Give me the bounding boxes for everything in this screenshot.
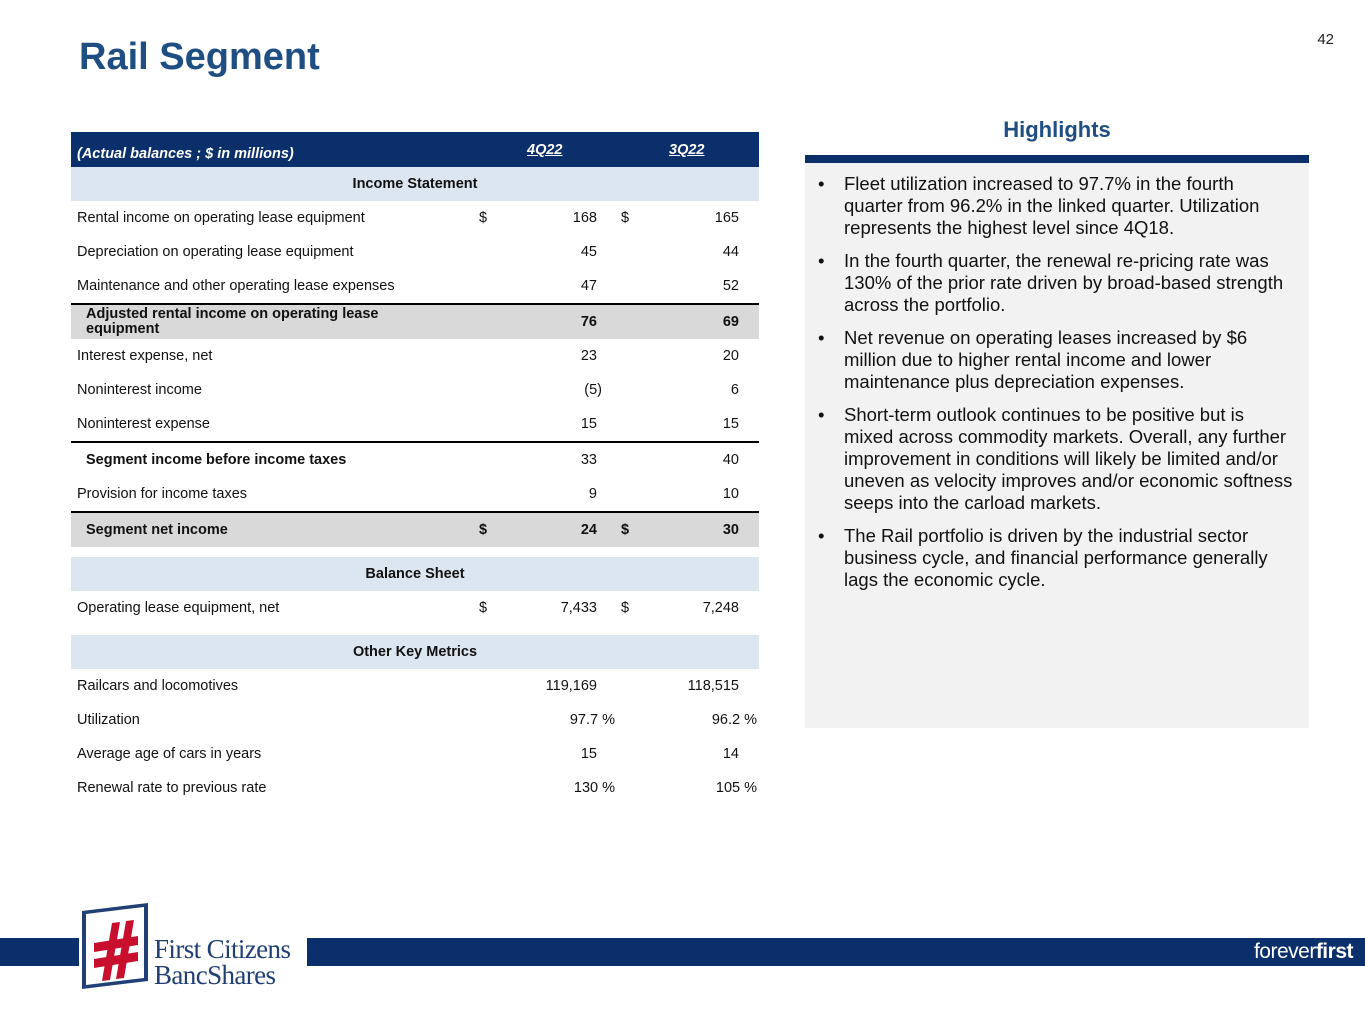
value-3q22: 44	[722, 244, 739, 260]
highlights-panel	[805, 163, 1309, 728]
row-label: Segment net income	[86, 522, 228, 538]
highlights-list	[805, 163, 1309, 591]
value-4q22: 33	[580, 452, 597, 468]
row-label: Average age of cars in years	[77, 746, 262, 762]
value-4q22: 24	[580, 522, 597, 538]
value-3q22: 10	[722, 486, 739, 502]
highlights-title: Highlights	[1003, 117, 1111, 142]
row-label: Railcars and locomotives	[77, 678, 239, 694]
rail-segment-table	[71, 132, 759, 805]
value-3q22: 7,248	[702, 600, 739, 616]
table-row	[71, 339, 759, 373]
section-title: Income Statement	[352, 176, 478, 192]
company-name-line2: BancShares	[154, 960, 276, 990]
table-row	[71, 703, 759, 737]
page-title: Rail Segment	[79, 36, 320, 78]
table-header	[71, 132, 759, 167]
table-row	[71, 407, 759, 441]
value-3q22: 165	[714, 210, 739, 226]
value-3q22: 40	[722, 452, 739, 468]
value-4q22: 15	[580, 746, 597, 762]
table-header-label: (Actual balances ; $ in millions)	[77, 145, 294, 162]
table-row	[71, 591, 759, 625]
row-label-line2: equipment	[86, 321, 160, 337]
value-3q22: 14	[722, 746, 739, 762]
value-3q22: 96.2 %	[711, 712, 757, 728]
value-4q22: 9	[588, 486, 597, 502]
value-4q22: 15	[580, 416, 597, 432]
value-4q22: 7,433	[560, 600, 597, 616]
value-3q22: 20	[722, 348, 739, 364]
row-label	[86, 307, 378, 337]
row-label: Segment income before income taxes	[86, 452, 347, 468]
value-4q22: 130 %	[573, 780, 615, 796]
footer-bar-right	[307, 938, 1365, 966]
highlight-bullet: • In the fourth quarter, the renewal re-pricing rate was 130% of the prior rate driven by broad-based strength across the portfolio.	[844, 250, 1293, 316]
column-header-4q22: 4Q22	[527, 141, 563, 158]
table-row	[71, 771, 759, 805]
spacer	[71, 547, 759, 557]
table-row	[71, 477, 759, 511]
value-4q22: 168	[572, 210, 597, 226]
row-label: Interest expense, net	[77, 348, 213, 364]
page-number: 42	[1317, 31, 1334, 48]
currency-sign: $	[479, 522, 488, 538]
value-3q22: 15	[722, 416, 739, 432]
table-row	[71, 669, 759, 703]
currency-sign: $	[621, 522, 630, 538]
value-3q22: 30	[722, 522, 739, 538]
value-3q22: 69	[722, 314, 739, 330]
column-header-3q22: 3Q22	[669, 141, 705, 158]
value-3q22: 6	[730, 382, 739, 398]
highlight-bullet: • Fleet utilization increased to 97.7% in the fourth quarter from 96.2% in the linked quarter. Utilization represents the highest level since 4Q18.	[844, 173, 1293, 239]
highlight-bullet: • Net revenue on operating leases increased by $6 million due to higher rental income and lower maintenance plus depreciation expenses.	[844, 327, 1293, 393]
row-label: Provision for income taxes	[77, 486, 248, 502]
highlights-divider	[805, 155, 1309, 163]
spacer	[71, 625, 759, 635]
section-other-key-metrics	[71, 635, 759, 669]
value-4q22: 97.7 %	[569, 712, 615, 728]
table-row	[71, 737, 759, 771]
section-title: Other Key Metrics	[352, 644, 478, 660]
section-income-statement	[71, 167, 759, 201]
row-label: Noninterest income	[77, 382, 202, 398]
section-title: Balance Sheet	[365, 566, 465, 582]
row-label: Maintenance and other operating lease expenses	[77, 278, 395, 294]
value-3q22: 118,515	[687, 678, 739, 694]
footer-tagline	[1254, 940, 1353, 964]
first-citizens-logo-icon	[82, 903, 154, 989]
table-row	[71, 373, 759, 407]
tagline-forever: forever	[1253, 940, 1316, 963]
highlight-bullet: • Short-term outlook continues to be positive but is mixed across commodity markets. Overall, any further improvement in conditions will likely be limited and/or uneven as velocity improves and/or economic softness seeps into the carload markets.	[844, 404, 1293, 514]
value-4q22: (5)	[584, 382, 602, 398]
row-label: Noninterest expense	[77, 416, 210, 432]
value-4q22: 47	[580, 278, 597, 294]
value-4q22: 23	[580, 348, 597, 364]
value-4q22: 119,169	[545, 678, 597, 694]
value-3q22: 52	[722, 278, 739, 294]
row-label: Utilization	[77, 712, 140, 728]
value-4q22: 45	[580, 244, 597, 260]
highlight-bullet: • The Rail portfolio is driven by the industrial sector business cycle, and financial performance generally lags the economic cycle.	[844, 525, 1293, 591]
row-label: Rental income on operating lease equipment	[77, 210, 365, 226]
value-3q22: 105 %	[715, 780, 757, 796]
company-name	[154, 936, 290, 988]
currency-sign: $	[621, 600, 630, 616]
row-label: Depreciation on operating lease equipment	[77, 244, 354, 260]
table-row	[71, 201, 759, 235]
table-row	[71, 441, 759, 477]
table-row	[71, 235, 759, 269]
tagline-first: first	[1315, 940, 1353, 963]
company-name-line1: First Citizens	[154, 934, 291, 964]
row-label: Renewal rate to previous rate	[77, 780, 267, 796]
row-label: Operating lease equipment, net	[77, 600, 280, 616]
section-balance-sheet	[71, 557, 759, 591]
currency-sign: $	[621, 210, 630, 226]
row-label-line1: Adjusted rental income on operating lease	[86, 306, 379, 322]
table-row-total	[71, 511, 759, 547]
table-row	[71, 269, 759, 303]
table-row-subtotal	[71, 303, 759, 339]
value-4q22: 76	[580, 314, 597, 330]
footer-bar-left	[0, 938, 79, 966]
currency-sign: $	[479, 210, 488, 226]
currency-sign: $	[479, 600, 488, 616]
